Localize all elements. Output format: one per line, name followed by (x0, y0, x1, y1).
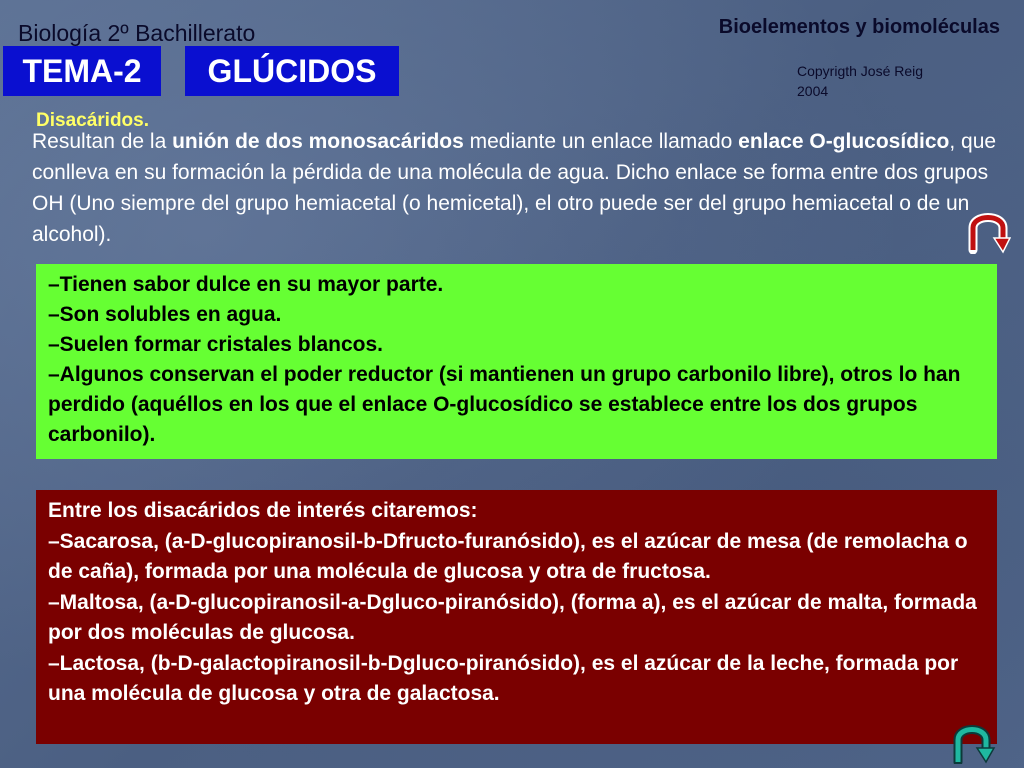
example-lactosa: –Lactosa, (b-D-galactopiranosil-b-Dgluco-piranósido), es el azúcar de la leche, formada por una molécula de glucosa y otra de galactosa. (48, 651, 959, 705)
intro-text-1: Resultan de la (32, 130, 173, 153)
slide-title: GLÚCIDOS (185, 46, 399, 96)
intro-paragraph (32, 126, 997, 250)
topic-label: Bioelementos y biomoléculas (718, 16, 1000, 38)
example-sacarosa: –Sacarosa, (a-D-glucopiranosil-b-Dfructo-furanósido), es el azúcar de mesa (de remolacha o de caña), formada por una molécula de glucosa y otra de fructosa. (48, 529, 968, 583)
property-item: –Algunos conservan el poder reductor (si mantienen un grupo carbonilo libre), otros lo han perdido (aquéllos en los que el enlace O-glucosídico se establece entre los dos grupos carbonilo). (48, 363, 961, 446)
examples-intro: Entre los disacáridos de interés citaremos: (48, 499, 478, 522)
intro-bold-2: enlace O-glucosídico (738, 130, 950, 153)
property-item: –Tienen sabor dulce en su mayor parte. (48, 273, 444, 296)
property-item: –Suelen formar cristales blancos. (48, 333, 383, 356)
copyright-line-1: Copyrigth José Reig (797, 63, 924, 79)
example-maltosa: –Maltosa, (a-D-glucopiranosil-a-Dgluco-piranósido), (forma a), es el azúcar de malta, formada por dos moléculas de glucosa. (48, 590, 977, 644)
property-item: –Son solubles en agua. (48, 303, 282, 326)
examples-box (36, 490, 997, 744)
properties-box (36, 264, 997, 459)
intro-text-3: , que conlleva en su formación la pérdida de una molécula de agua. Dicho enlace se forma entre dos grupos OH (Uno siempre del grupo hemiacetal (o hemicetal), el otro puede ser del grupo hemiacetal o de un alcohol). (32, 130, 997, 246)
return-arrow-icon[interactable] (965, 208, 1011, 254)
copyright-note (797, 61, 997, 101)
return-arrow-icon[interactable] (950, 718, 996, 764)
subject-label: Biología 2º Bachillerato (18, 20, 256, 46)
copyright-line-2: 2004 (797, 83, 829, 99)
tema-badge: TEMA-2 (3, 46, 161, 96)
section-heading: Disacáridos. (36, 110, 149, 131)
intro-text-2: mediante un enlace llamado (463, 130, 739, 153)
intro-bold-1: unión de dos monosacáridos (172, 130, 464, 153)
